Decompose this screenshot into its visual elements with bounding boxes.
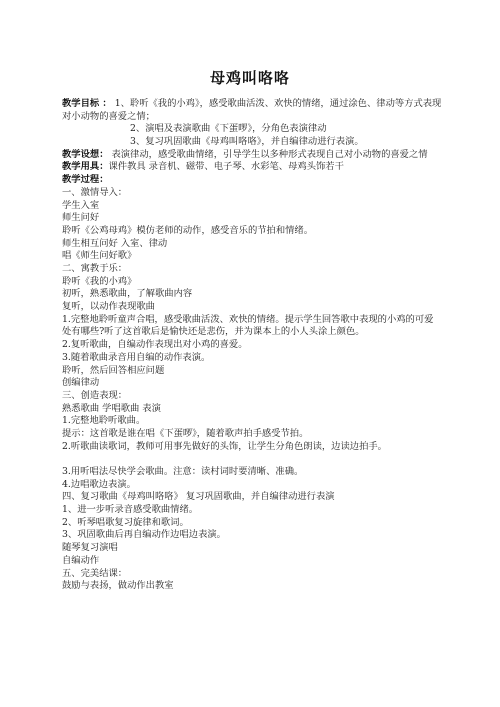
text-line: 2.听歌曲读歌词，教师可用事先做好的头饰，让学生分角色朗读，边读边拍手。 — [62, 440, 387, 452]
blank-line — [62, 453, 442, 466]
design-label: 教学设想： — [62, 148, 109, 160]
text-line: 1.完整地聆听歌曲。 — [62, 415, 146, 427]
text-line: 3.用听唱法尽快学会歌曲。注意：读村词时要清晰、准确。 — [62, 466, 304, 478]
text-line: 3、巩固歌曲后再自编动作边唱边表演。 — [62, 529, 226, 541]
text-line: 唱《师生问好歌》 — [62, 250, 137, 262]
text-line: 自编动作 — [62, 554, 100, 566]
text-line: 初听，熟悉歌曲，了解歌曲内容 — [62, 288, 193, 300]
text-line: 聆听《我的小鸡》 — [62, 275, 137, 287]
text-line: 鼓励与表扬，做动作出教室 — [62, 580, 174, 592]
objectives-paragraph — [62, 98, 442, 123]
text-line: 提示：这首歌是谁在唱《下蛋啰》，随着歌声拍手感受节拍。 — [62, 427, 309, 439]
materials-label: 教学用具： — [62, 161, 109, 173]
objectives-label: 教学目标 ： — [62, 98, 112, 109]
process-label: 教学过程： — [62, 174, 109, 186]
text-line: 2.复听歌曲，自编动作表现出对小鸡的喜爱。 — [62, 339, 248, 351]
text-line: 师生相互问好 入室、律动 — [62, 237, 168, 249]
text-line: 聆听，然后回答相应问题 — [62, 364, 165, 376]
document-title: 母鸡叫咯咯 — [209, 69, 290, 87]
objectives-item-1: 1、聆听《我的小鸡》，感受歌曲活泼、欢快的情绪，通过涂色、律动等方式表现对小动物的喜爱之情； — [62, 98, 442, 122]
materials-text: 课件教具 录音机、磁带、电子琴、水彩笔、母鸡头饰若干 — [108, 161, 344, 173]
section-heading: 五、完美结课： — [62, 567, 128, 579]
text-line: 创编律动 — [62, 377, 100, 389]
text-line: 1、进一步听录音感受歌曲情绪。 — [62, 504, 199, 516]
section-heading: 四、复习歌曲《母鸡叫咯咯》 复习巩固歌曲，并自编律动进行表演 — [62, 491, 335, 503]
objectives-item-3: 3、复习巩固歌曲《母鸡叫咯咯》，并自编律动进行表演。 — [130, 136, 364, 148]
section-heading: 三、创造表现： — [62, 389, 128, 401]
design-paragraph — [62, 149, 442, 162]
text-line: 4.边唱歌边表演。 — [62, 478, 136, 490]
text-line: 熟悉歌曲 学唱歌曲 表演 — [62, 402, 161, 414]
document-body — [62, 98, 442, 593]
text-line: 3.随着歌曲录音用自编的动作表演。 — [62, 351, 211, 363]
section-heading: 一、激情导入： — [62, 186, 128, 198]
text-line: 随琴复习演唱 — [62, 542, 118, 554]
design-text: 表演律动，感受歌曲情绪，引导学生以多种形式表现自己对小动物的喜爱之情 — [108, 148, 428, 160]
text-line: 聆听《公鸡母鸡》模仿老师的动作，感受音乐的节拍和情绪。 — [62, 224, 314, 236]
text-line: 学生入室 — [62, 199, 100, 211]
materials-paragraph — [62, 161, 442, 174]
text-line: 2、听琴唱歌复习旋律和歌词。 — [62, 516, 189, 528]
text-line: 师生问好 — [62, 212, 100, 224]
text-paragraph: 1.完整地聆听童声合唱，感受歌曲活泼、欢快的情绪。提示学生回答歌中表现的小鸡的可爱处有哪些?听了这首歌后是愉快还是悲伤，并为课本上的小人头涂上颜色。 — [62, 313, 434, 338]
text-line: 复听，以动作表现歌曲 — [62, 301, 155, 313]
objectives-item-2: 2、演唱及表演歌曲《下蛋啰》，分角色表演律动 — [130, 123, 327, 135]
section-heading: 二、寓教于乐： — [62, 262, 128, 274]
